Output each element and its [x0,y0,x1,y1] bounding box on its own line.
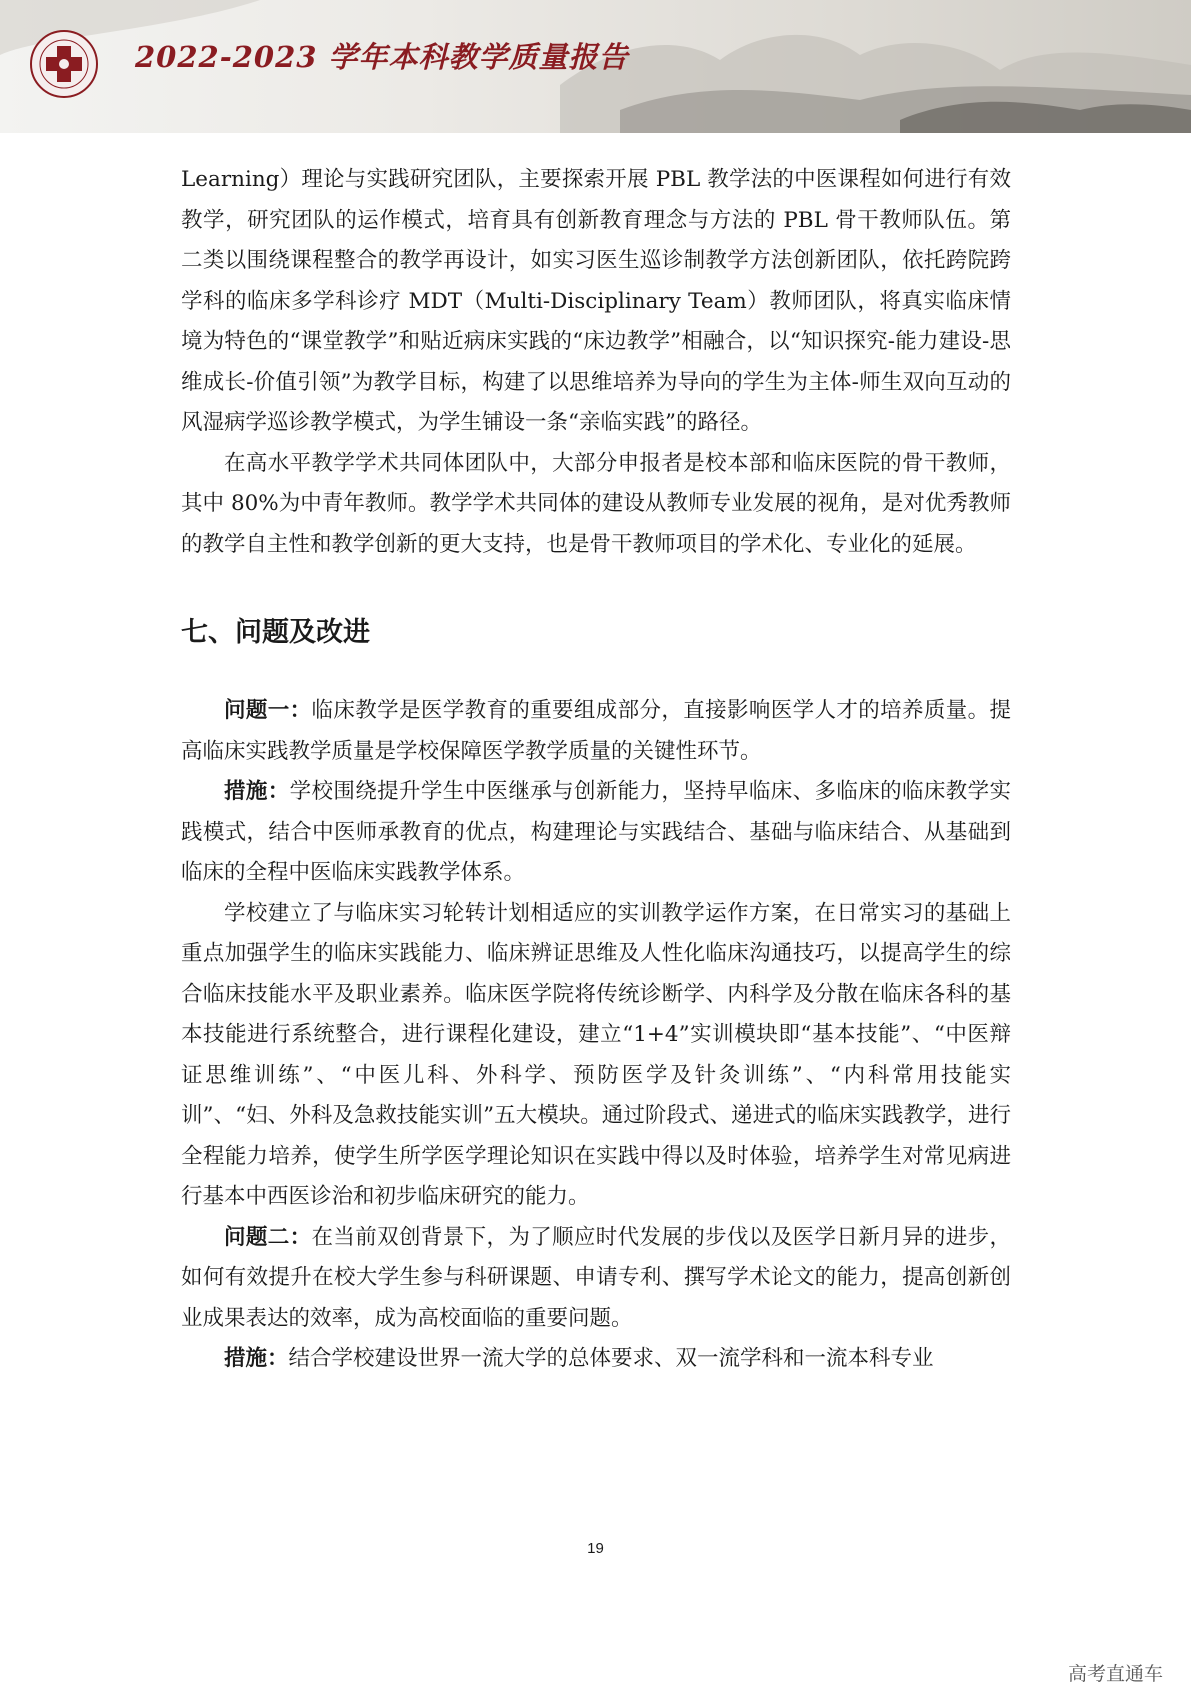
paragraph: 在高水平教学学术共同体团队中，大部分申报者是校本部和临床医院的骨干教师，其中 80%为中青年教师。教学学术共同体的建设从教师专业发展的视角，是对优秀教师的教学自主性和教学创新的更大支持，也是骨干教师项目的学术化、专业化的延展。 [181,450,1011,557]
measure-one-paragraph: 措施：学校围绕提升学生中医继承与创新能力，坚持早临床、多临床的临床教学实践模式，结合中医师承教育的优点，构建理论与实践结合、基础与临床结合、从基础到临床的全程中医临床实践教学体系。 [181,779,1011,885]
paragraph: 学校建立了与临床实习轮转计划相适应的实训教学运作方案，在日常实习的基础上重点加强学生的临床实践能力、临床辨证思维及人性化临床沟通技巧，以提高学生的综合临床技能水平及职业素养。临床医学院将传统诊断学、内科学及分散在临床各科的基本技能进行系统整合，进行课程化建设，建立“1+4”实训模块即“基本技能”、“中医辩证思维训练”、“中医儿科、外科学、预防医学及针灸训练”、“内科常用技能实训”、“妇、外科及急救技能实训”五大模块。通过阶段式、递进式的临床实践教学，进行全程能力培养，使学生所学医学理论知识在实践中得以及时体验，培养学生对常见病进行基本中西医诊治和初步临床研究的能力。 [181,900,1011,1209]
report-title: 2022-2023 学年本科教学质量报告 [135,40,629,74]
measure-two-paragraph: 措施：结合学校建设世界一流大学的总体要求、双一流学科和一流本科专业 [224,1346,934,1371]
document-body [181,160,1011,1380]
measure-label: 措施： [224,779,290,804]
problem-label: 问题一： [224,698,312,723]
paragraph: Learning）理论与实践研究团队，主要探索开展 PBL 教学法的中医课程如何进行有效教学，研究团队的运作模式，培育具有创新教育理念与方法的 PBL 骨干教师队伍。第二类以围绕课程整合的教学再设计，如实习医生巡诊制教学方法创新团队，依托跨院跨学科的临床多学科诊疗 MDT（Multi-Disciplinary Team）教师团队，将真实临床情境为特色的“课堂教学”和贴近病床实践的“床边教学”相融合，以“知识探究-能力建设-思维成长-价值引领”为教学目标，构建了以思维培养为导向的学生为主体-师生双向互动的风湿病学巡诊教学模式，为学生铺设一条“亲临实践”的路径。 [181,167,1011,435]
problem-label: 问题二： [224,1224,312,1250]
section-heading: 七、问题及改进 [181,617,370,648]
measure-label: 措施： [224,1346,289,1371]
page-number: 19 [587,1540,604,1557]
page-header [0,0,1191,133]
watermark: 高考直通车 [1067,1663,1163,1685]
university-logo-icon [30,30,98,98]
problem-two-paragraph: 问题二：在当前双创背景下，为了顺应时代发展的步伐以及医学日新月异的进步，如何有效提升在校大学生参与科研课题、申请专利、撰写学术论文的能力，提高创新创业成果表达的效率，成为高校面临的重要问题。 [181,1224,1011,1331]
problem-one-paragraph: 问题一：临床教学是医学教育的重要组成部分，直接影响医学人才的培养质量。提高临床实践教学质量是学校保障医学教学质量的关键性环节。 [181,698,1011,764]
